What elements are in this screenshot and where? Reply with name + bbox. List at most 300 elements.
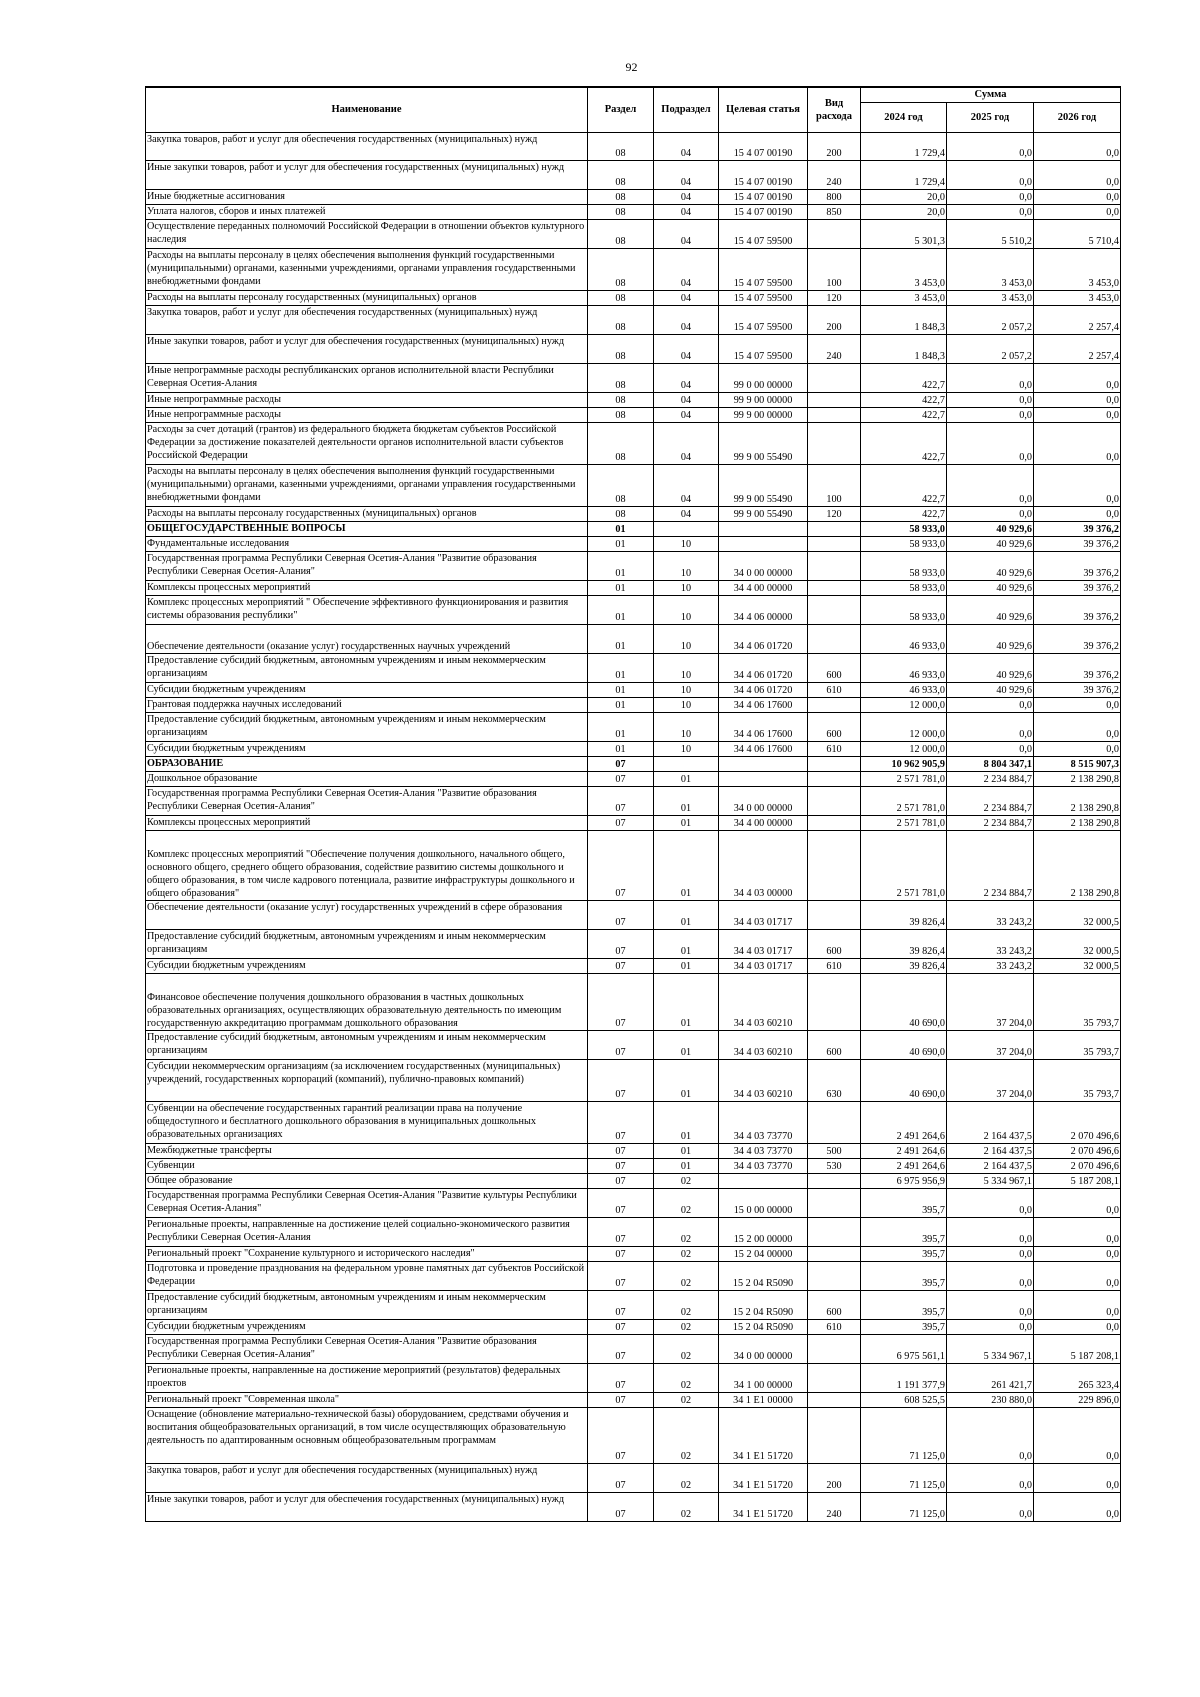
row-section: 07 [588, 1463, 654, 1492]
row-target: 15 4 07 00190 [719, 204, 808, 219]
row-2026: 5 187 208,1 [1034, 1334, 1121, 1363]
row-2024: 1 191 377,9 [861, 1363, 947, 1392]
header-2025: 2025 год [947, 102, 1034, 132]
row-2026: 0,0 [1034, 1290, 1121, 1319]
row-name: Фундаментальные исследования [146, 536, 588, 551]
row-2024: 39 826,4 [861, 958, 947, 973]
row-kind: 600 [808, 1030, 861, 1059]
row-kind: 610 [808, 741, 861, 756]
row-name: Комплексы процессных мероприятий [146, 580, 588, 595]
row-name: Государственная программа Республики Северная Осетия-Алания "Развитие культуры Республики Северная Осетия-Алания" [146, 1188, 588, 1217]
row-2026: 2 070 496,6 [1034, 1143, 1121, 1158]
row-subsection [654, 756, 719, 771]
row-name: Иные непрограммные расходы [146, 407, 588, 422]
row-kind [808, 786, 861, 815]
row-target: 34 1 E1 51720 [719, 1492, 808, 1521]
row-subsection: 01 [654, 786, 719, 815]
row-subsection: 04 [654, 132, 719, 160]
row-target: 34 0 00 00000 [719, 551, 808, 580]
row-2024: 395,7 [861, 1290, 947, 1319]
row-2026: 0,0 [1034, 1407, 1121, 1463]
row-2025: 0,0 [947, 407, 1034, 422]
table-row [146, 219, 1121, 248]
row-target: 34 4 06 17600 [719, 712, 808, 741]
row-subsection: 04 [654, 305, 719, 334]
table-row [146, 1290, 1121, 1319]
row-subsection: 02 [654, 1319, 719, 1334]
row-section: 01 [588, 595, 654, 624]
row-name: Осуществление переданных полномочий Российской Федерации в отношении объектов культурного наследия [146, 219, 588, 248]
row-kind [808, 756, 861, 771]
row-name: Региональный проект "Современная школа" [146, 1392, 588, 1407]
row-2024: 40 690,0 [861, 1030, 947, 1059]
row-2025: 5 334 967,1 [947, 1334, 1034, 1363]
row-kind [808, 551, 861, 580]
row-2025: 2 057,2 [947, 334, 1034, 363]
row-2026: 0,0 [1034, 204, 1121, 219]
row-section: 07 [588, 929, 654, 958]
row-target [719, 756, 808, 771]
row-2026: 2 070 496,6 [1034, 1158, 1121, 1173]
row-section: 08 [588, 189, 654, 204]
row-section: 08 [588, 248, 654, 290]
row-kind: 100 [808, 248, 861, 290]
row-2025: 40 929,6 [947, 653, 1034, 682]
table-row [146, 422, 1121, 464]
row-2026: 265 323,4 [1034, 1363, 1121, 1392]
row-subsection: 04 [654, 464, 719, 506]
row-2024: 1 729,4 [861, 132, 947, 160]
row-2024: 46 933,0 [861, 682, 947, 697]
row-2024: 395,7 [861, 1319, 947, 1334]
row-2025: 40 929,6 [947, 580, 1034, 595]
row-name: Комплекс процессных мероприятий "Обеспечение получения дошкольного, начального общего, основного общего, среднего общего образования, содействие развитию системы дошкольного и общего образования, в том числе кадрового потенциала, развитие инфраструктуры дошкольного и общего образования" [146, 830, 588, 900]
row-2026: 2 257,4 [1034, 305, 1121, 334]
row-2025: 0,0 [947, 1261, 1034, 1290]
row-target: 34 1 E1 51720 [719, 1463, 808, 1492]
row-kind [808, 771, 861, 786]
row-name: Иные непрограммные расходы республиканских органов исполнительной власти Республики Северная Осетия-Алания [146, 363, 588, 392]
table-row [146, 464, 1121, 506]
row-target [719, 1173, 808, 1188]
row-name: Расходы на выплаты персоналу государственных (муниципальных) органов [146, 290, 588, 305]
table-row [146, 248, 1121, 290]
row-2025: 0,0 [947, 1217, 1034, 1246]
table-body [146, 132, 1121, 1521]
header-kind: Вид расхода [808, 87, 861, 132]
row-kind [808, 407, 861, 422]
row-target: 15 4 07 59500 [719, 334, 808, 363]
row-2025: 0,0 [947, 712, 1034, 741]
row-section: 08 [588, 132, 654, 160]
row-section: 07 [588, 900, 654, 929]
row-2026: 39 376,2 [1034, 580, 1121, 595]
row-section: 07 [588, 1319, 654, 1334]
row-2026: 229 896,0 [1034, 1392, 1121, 1407]
row-2026: 32 000,5 [1034, 929, 1121, 958]
row-section: 01 [588, 712, 654, 741]
row-2024: 2 571 781,0 [861, 830, 947, 900]
row-target: 34 4 03 73770 [719, 1143, 808, 1158]
row-2026: 2 138 290,8 [1034, 771, 1121, 786]
row-name: Иные закупки товаров, работ и услуг для обеспечения государственных (муниципальных) нужд [146, 160, 588, 189]
row-subsection: 02 [654, 1290, 719, 1319]
row-section: 08 [588, 464, 654, 506]
row-2024: 422,7 [861, 506, 947, 521]
row-subsection: 10 [654, 624, 719, 653]
table-row [146, 132, 1121, 160]
row-target: 34 4 03 60210 [719, 1059, 808, 1101]
table-row [146, 363, 1121, 392]
row-target: 99 9 00 55490 [719, 464, 808, 506]
row-kind: 600 [808, 653, 861, 682]
row-name: ОБРАЗОВАНИЕ [146, 756, 588, 771]
table-row [146, 1392, 1121, 1407]
row-2024: 6 975 956,9 [861, 1173, 947, 1188]
row-section: 07 [588, 1173, 654, 1188]
row-subsection: 01 [654, 1101, 719, 1143]
row-2026: 0,0 [1034, 160, 1121, 189]
row-2024: 12 000,0 [861, 741, 947, 756]
row-name: Обеспечение деятельности (оказание услуг) государственных научных учреждений [146, 624, 588, 653]
row-2024: 3 453,0 [861, 248, 947, 290]
row-kind: 610 [808, 958, 861, 973]
row-target: 34 4 00 00000 [719, 815, 808, 830]
row-target: 15 4 07 59500 [719, 305, 808, 334]
row-section: 07 [588, 1261, 654, 1290]
table-row [146, 653, 1121, 682]
row-section: 01 [588, 697, 654, 712]
table-row [146, 580, 1121, 595]
row-name: Закупка товаров, работ и услуг для обеспечения государственных (муниципальных) нужд [146, 132, 588, 160]
row-subsection: 02 [654, 1246, 719, 1261]
row-section: 01 [588, 580, 654, 595]
row-kind: 120 [808, 290, 861, 305]
row-2025: 261 421,7 [947, 1363, 1034, 1392]
row-kind: 500 [808, 1143, 861, 1158]
row-2024: 20,0 [861, 189, 947, 204]
row-subsection: 02 [654, 1407, 719, 1463]
row-2024: 71 125,0 [861, 1407, 947, 1463]
row-2025: 2 164 437,5 [947, 1143, 1034, 1158]
table-row [146, 1188, 1121, 1217]
row-2025: 3 453,0 [947, 290, 1034, 305]
row-2024: 58 933,0 [861, 595, 947, 624]
row-2026: 39 376,2 [1034, 653, 1121, 682]
row-kind [808, 219, 861, 248]
row-2026: 35 793,7 [1034, 973, 1121, 1030]
header-2026: 2026 год [1034, 102, 1121, 132]
header-section: Раздел [588, 87, 654, 132]
row-2024: 395,7 [861, 1261, 947, 1290]
row-2026: 0,0 [1034, 407, 1121, 422]
row-section: 07 [588, 1101, 654, 1143]
row-subsection: 01 [654, 771, 719, 786]
row-target: 99 9 00 00000 [719, 407, 808, 422]
row-2025: 0,0 [947, 392, 1034, 407]
row-2025: 0,0 [947, 1407, 1034, 1463]
row-subsection: 04 [654, 204, 719, 219]
table-row [146, 506, 1121, 521]
row-2025: 40 929,6 [947, 595, 1034, 624]
table-row [146, 830, 1121, 900]
row-section: 07 [588, 756, 654, 771]
row-2026: 39 376,2 [1034, 595, 1121, 624]
row-2025: 0,0 [947, 1246, 1034, 1261]
row-2024: 422,7 [861, 407, 947, 422]
row-2024: 422,7 [861, 363, 947, 392]
row-2025: 0,0 [947, 1290, 1034, 1319]
row-target: 15 2 04 00000 [719, 1246, 808, 1261]
row-2024: 46 933,0 [861, 653, 947, 682]
row-name: Предоставление субсидий бюджетным, автономным учреждениям и иным некоммерческим организациям [146, 1290, 588, 1319]
row-name: Закупка товаров, работ и услуг для обеспечения государственных (муниципальных) нужд [146, 1463, 588, 1492]
row-target: 34 4 03 60210 [719, 1030, 808, 1059]
row-2024: 46 933,0 [861, 624, 947, 653]
table-row [146, 160, 1121, 189]
row-kind: 610 [808, 1319, 861, 1334]
table-row [146, 1030, 1121, 1059]
row-name: Оснащение (обновление материально-технической базы) оборудованием, средствами обучения и воспитания общеобразовательных организаций, в том числе осуществляющих образовательную деятельность по адаптированным основным общеобразовательным программам [146, 1407, 588, 1463]
row-subsection: 01 [654, 1030, 719, 1059]
row-subsection: 10 [654, 653, 719, 682]
row-2025: 5 510,2 [947, 219, 1034, 248]
row-name: Государственная программа Республики Северная Осетия-Алания "Развитие образования Республики Северная Осетия-Алания" [146, 786, 588, 815]
row-2025: 40 929,6 [947, 551, 1034, 580]
row-target: 34 4 06 17600 [719, 697, 808, 712]
row-2024: 1 729,4 [861, 160, 947, 189]
row-2026: 5 187 208,1 [1034, 1173, 1121, 1188]
table-row [146, 900, 1121, 929]
row-kind: 800 [808, 189, 861, 204]
row-2025: 230 880,0 [947, 1392, 1034, 1407]
row-name: Государственная программа Республики Северная Осетия-Алания "Развитие образования Республики Северная Осетия-Алания" [146, 1334, 588, 1363]
row-kind: 530 [808, 1158, 861, 1173]
table-header [146, 87, 1121, 132]
row-target [719, 771, 808, 786]
row-2025: 2 164 437,5 [947, 1158, 1034, 1173]
row-2024: 395,7 [861, 1188, 947, 1217]
row-2026: 0,0 [1034, 741, 1121, 756]
table-row [146, 741, 1121, 756]
table-row [146, 1101, 1121, 1143]
row-section: 01 [588, 624, 654, 653]
row-kind: 630 [808, 1059, 861, 1101]
row-2025: 33 243,2 [947, 929, 1034, 958]
row-name: Региональный проект "Сохранение культурного и исторического наследия" [146, 1246, 588, 1261]
row-2025: 0,0 [947, 422, 1034, 464]
row-kind [808, 1246, 861, 1261]
row-kind [808, 1363, 861, 1392]
row-2025: 0,0 [947, 1188, 1034, 1217]
row-section: 08 [588, 204, 654, 219]
row-kind: 200 [808, 132, 861, 160]
row-name: Субвенции на обеспечение государственных гарантий реализации права на получение общедоступного и бесплатного дошкольного образования в муниципальных дошкольных образовательных организациях [146, 1101, 588, 1143]
row-kind: 240 [808, 334, 861, 363]
row-section: 01 [588, 521, 654, 536]
row-kind: 600 [808, 929, 861, 958]
row-2026: 0,0 [1034, 422, 1121, 464]
row-kind [808, 1101, 861, 1143]
row-2024: 71 125,0 [861, 1492, 947, 1521]
row-kind: 200 [808, 305, 861, 334]
row-2026: 0,0 [1034, 1261, 1121, 1290]
row-2025: 37 204,0 [947, 1059, 1034, 1101]
row-section: 07 [588, 815, 654, 830]
row-name: Финансовое обеспечение получения дошкольного образования в частных дошкольных образовательных организациях, осуществляющих образовательную деятельность по имеющим государственную аккредитацию программам дошкольного образования [146, 973, 588, 1030]
row-2024: 5 301,3 [861, 219, 947, 248]
table-row [146, 1246, 1121, 1261]
row-subsection: 10 [654, 712, 719, 741]
row-2026: 35 793,7 [1034, 1030, 1121, 1059]
row-2025: 40 929,6 [947, 521, 1034, 536]
row-name: ОБЩЕГОСУДАРСТВЕННЫЕ ВОПРОСЫ [146, 521, 588, 536]
row-target: 15 4 07 59500 [719, 290, 808, 305]
row-kind [808, 363, 861, 392]
table-row [146, 204, 1121, 219]
row-name: Субсидии бюджетным учреждениям [146, 958, 588, 973]
row-subsection: 10 [654, 551, 719, 580]
row-kind [808, 697, 861, 712]
row-target: 34 1 00 00000 [719, 1363, 808, 1392]
row-2026: 0,0 [1034, 1188, 1121, 1217]
table-row [146, 290, 1121, 305]
table-row [146, 712, 1121, 741]
row-target: 15 4 07 00190 [719, 189, 808, 204]
table-row [146, 682, 1121, 697]
row-2026: 0,0 [1034, 1217, 1121, 1246]
row-2025: 40 929,6 [947, 624, 1034, 653]
row-section: 07 [588, 1143, 654, 1158]
row-section: 07 [588, 1492, 654, 1521]
row-name: Комплекс процессных мероприятий " Обеспечение эффективного функционирования и развития системы образования республики" [146, 595, 588, 624]
row-section: 07 [588, 1158, 654, 1173]
row-subsection: 02 [654, 1492, 719, 1521]
row-target: 15 4 07 59500 [719, 248, 808, 290]
row-kind: 240 [808, 160, 861, 189]
row-subsection: 02 [654, 1173, 719, 1188]
row-subsection: 02 [654, 1463, 719, 1492]
row-2025: 40 929,6 [947, 682, 1034, 697]
row-kind [808, 595, 861, 624]
row-section: 08 [588, 407, 654, 422]
row-kind [808, 422, 861, 464]
row-2024: 2 571 781,0 [861, 786, 947, 815]
row-name: Субсидии бюджетным учреждениям [146, 682, 588, 697]
row-2024: 2 571 781,0 [861, 815, 947, 830]
page-number: 92 [625, 60, 638, 74]
row-section: 07 [588, 1363, 654, 1392]
row-2024: 1 848,3 [861, 334, 947, 363]
row-name: Региональные проекты, направленные на достижение целей социально-экономического развития Республики Северная Осетия-Алания [146, 1217, 588, 1246]
row-section: 01 [588, 551, 654, 580]
table-row [146, 973, 1121, 1030]
row-section: 07 [588, 786, 654, 815]
table-row [146, 624, 1121, 653]
row-name: Расходы на выплаты персоналу государственных (муниципальных) органов [146, 506, 588, 521]
row-2025: 8 804 347,1 [947, 756, 1034, 771]
row-subsection: 04 [654, 392, 719, 407]
row-section: 08 [588, 334, 654, 363]
row-2026: 39 376,2 [1034, 521, 1121, 536]
row-2026: 5 710,4 [1034, 219, 1121, 248]
row-name: Предоставление субсидий бюджетным, автономным учреждениям и иным некоммерческим организациям [146, 712, 588, 741]
row-kind [808, 536, 861, 551]
row-2025: 0,0 [947, 132, 1034, 160]
row-subsection: 01 [654, 1059, 719, 1101]
row-2025: 2 234 884,7 [947, 771, 1034, 786]
table-row [146, 815, 1121, 830]
row-name: Субсидии бюджетным учреждениям [146, 741, 588, 756]
row-kind [808, 392, 861, 407]
row-name: Расходы на выплаты персоналу в целях обеспечения выполнения функций государственными (муниципальными) органами, казенными учреждениями, органами управления государственными внебюджетными фондами [146, 248, 588, 290]
row-target: 34 4 03 73770 [719, 1101, 808, 1143]
row-name: Субсидии бюджетным учреждениям [146, 1319, 588, 1334]
row-section: 07 [588, 1059, 654, 1101]
row-target: 34 0 00 00000 [719, 1334, 808, 1363]
row-subsection: 01 [654, 958, 719, 973]
row-2025: 5 334 967,1 [947, 1173, 1034, 1188]
row-kind: 610 [808, 682, 861, 697]
row-2024: 71 125,0 [861, 1463, 947, 1492]
table-row [146, 1158, 1121, 1173]
row-section: 07 [588, 973, 654, 1030]
row-2024: 2 491 264,6 [861, 1143, 947, 1158]
table-row [146, 551, 1121, 580]
row-subsection: 01 [654, 929, 719, 958]
table-row [146, 1143, 1121, 1158]
row-2025: 0,0 [947, 1319, 1034, 1334]
row-kind [808, 1392, 861, 1407]
row-section: 01 [588, 653, 654, 682]
row-subsection: 04 [654, 363, 719, 392]
row-2026: 0,0 [1034, 1246, 1121, 1261]
row-name: Субсидии некоммерческим организациям (за исключением государственных (муниципальных) учреждений, государственных корпораций (компаний), публично-правовых компаний) [146, 1059, 588, 1101]
row-subsection: 01 [654, 973, 719, 1030]
row-target: 99 9 00 55490 [719, 506, 808, 521]
row-2026: 0,0 [1034, 464, 1121, 506]
row-2025: 0,0 [947, 506, 1034, 521]
row-subsection: 01 [654, 1158, 719, 1173]
row-name: Предоставление субсидий бюджетным, автономным учреждениям и иным некоммерческим организациям [146, 1030, 588, 1059]
header-name: Наименование [146, 87, 588, 132]
row-section: 08 [588, 506, 654, 521]
row-kind: 600 [808, 712, 861, 741]
table-row [146, 958, 1121, 973]
row-name: Предоставление субсидий бюджетным, автономным учреждениям и иным некоммерческим организациям [146, 929, 588, 958]
row-section: 07 [588, 771, 654, 786]
header-sum: Сумма [861, 87, 1121, 102]
row-target: 15 2 00 00000 [719, 1217, 808, 1246]
row-2026: 3 453,0 [1034, 248, 1121, 290]
table-row [146, 1319, 1121, 1334]
row-subsection: 10 [654, 580, 719, 595]
table-row [146, 334, 1121, 363]
row-subsection: 02 [654, 1334, 719, 1363]
row-2025: 0,0 [947, 363, 1034, 392]
row-2026: 32 000,5 [1034, 900, 1121, 929]
table-row [146, 1407, 1121, 1463]
row-subsection: 04 [654, 219, 719, 248]
row-subsection: 04 [654, 422, 719, 464]
table-row [146, 407, 1121, 422]
row-2026: 32 000,5 [1034, 958, 1121, 973]
row-2024: 10 962 905,9 [861, 756, 947, 771]
row-target: 34 4 06 01720 [719, 682, 808, 697]
row-2025: 3 453,0 [947, 248, 1034, 290]
row-name: Иные бюджетные ассигнования [146, 189, 588, 204]
row-target: 34 4 03 00000 [719, 830, 808, 900]
